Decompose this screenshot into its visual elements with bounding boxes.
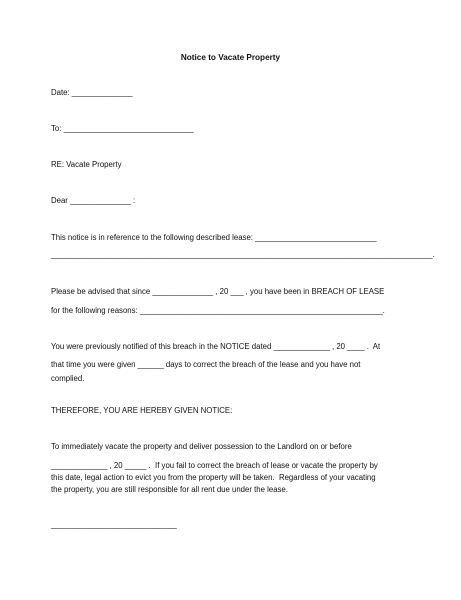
prior-notice-line-2: that time you were given ______ days to correct the breach of the lease and you have not bbox=[51, 360, 361, 369]
vacate-instruction-line-3: this date, legal action to evict you from the property will be taken. Regardless of your vacating bbox=[51, 473, 376, 482]
vacate-instruction-line-4: the property, you are still responsible for all rent due under the lease. bbox=[51, 485, 288, 494]
vacate-instruction-line-1: To immediately vacate the property and deliver possession to the Landlord on or before bbox=[51, 442, 352, 451]
vacate-instruction-line-2: _____________ , 20 _____ . If you fail to correct the breach of lease or vacate the property by bbox=[51, 461, 378, 470]
recipient-line: To: ______________________________ bbox=[51, 124, 194, 133]
lease-reference-line-2: ________________________________________________________________________________________. bbox=[51, 250, 435, 259]
signature-line: _____________________________ bbox=[51, 520, 177, 529]
breach-notice-line-2: for the following reasons: ________________________________________________________. bbox=[51, 306, 385, 315]
document-title: Notice to Vacate Property bbox=[180, 53, 281, 62]
notice-heading: THEREFORE, YOU ARE HEREBY GIVEN NOTICE: bbox=[51, 406, 233, 415]
prior-notice-line-3: complied. bbox=[51, 374, 85, 383]
salutation-line: Dear ______________ : bbox=[51, 196, 136, 205]
subject-line: RE: Vacate Property bbox=[51, 160, 122, 169]
date-line: Date: ______________ bbox=[51, 88, 133, 97]
lease-reference-line-1: This notice is in reference to the following described lease: ____________________________ bbox=[51, 233, 377, 242]
breach-notice-line-1: Please be advised that since ______________ , 20 ___ , you have been in BREACH OF LEASE bbox=[51, 287, 385, 296]
prior-notice-line-1: You were previously notified of this breach in the NOTICE dated _____________ , 20 ____ . At bbox=[51, 342, 381, 351]
